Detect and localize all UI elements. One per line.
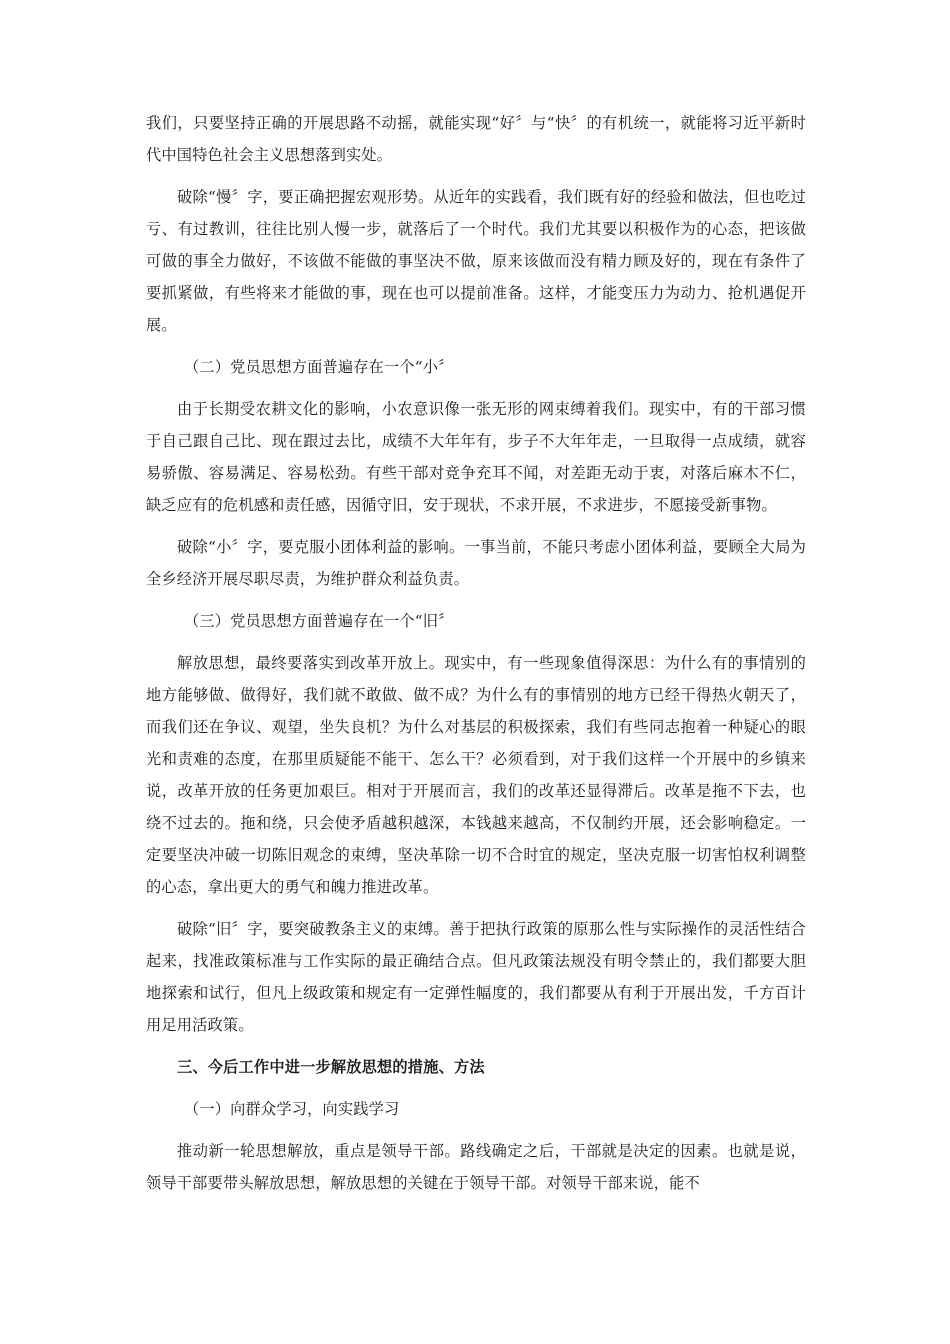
paragraph-break-old: 破除“旧〞字，要突破教条主义的束缚。善于把执行政策的原那么性与实际操作的灵活性结合起来，找准政策标准与工作实际的最正确结合点。但凡政策法规没有明令禁止的，我们都要大胆地探索和试行，但凡上级政策和规定有一定弹性幅度的，我们都要从有利于开展出发，千方百计用足用活政策。 [146, 920, 806, 1034]
paragraph-small-peasant: 由于长期受农耕文化的影响，小农意识像一张无形的网束缚着我们。现实中，有的干部习惯于自己跟自己比、现在跟过去比，成绩不大年年有，步子不大年年走，一旦取得一点成绩，就容易骄傲、容易满足、容易松劲。有些干部对竞争充耳不闻，对差距无动于衷，对落后麻木不仁，缺乏应有的危机感和责任感，因循守旧，安于现状，不求开展，不求进步，不愿接受新事物。 [146, 400, 806, 514]
document-page [146, 107, 806, 1199]
subheading-old: （三）党员思想方面普遍存在一个“旧〞 [184, 612, 454, 630]
paragraph-break-slow: 破除“慢〞字，要正确把握宏观形势。从近年的实践看，我们既有好的经验和做法，但也吃过亏、有过教训，往往比别人慢一步，就落后了一个时代。我们尤其要以积极作为的心态，把该做可做的事全力做好，不该做不能做的事坚决不做，原来该做而没有精力顾及好的，现在有条件了要抓紧做，有些将来才能做的事，现在也可以提前准备。这样，才能变压力为动力、抢机遇促开展。 [146, 188, 806, 334]
subheading-learn: （一）向群众学习，向实践学习 [184, 1100, 400, 1118]
paragraph-leaders: 推动新一轮思想解放，重点是领导干部。路线确定之后，干部就是决定的因素。也就是说，领导干部要带头解放思想，解放思想的关键在于领导干部。对领导干部来说，能不 [146, 1142, 806, 1192]
subheading-small: （二）党员思想方面普遍存在一个“小〞 [184, 358, 454, 376]
paragraph-reform: 解放思想，最终要落实到改革开放上。现实中，有一些现象值得深思：为什么有的事情别的地方能够做、做得好，我们就不敢做、做不成？为什么有的事情别的地方已经干得热火朝天了，而我们还在争议、观望，坐失良机？为什么对基层的积极探索，我们有些同志抱着一种疑心的眼光和责难的态度，在那里质疑能不能干、怎么干？必须看到，对于我们这样一个开展中的乡镇来说，改革开放的任务更加艰巨。相对于开展而言，我们的改革还显得滞后。改革是拖不下去，也绕不过去的。拖和绕，只会使矛盾越积越深，本钱越来越高，不仅制约开展，还会影响稳定。一定要坚决冲破一切陈旧观念的束缚，坚决革除一切不合时宜的规定，坚决克服一切害怕权利调整的心态，拿出更大的勇气和魄力推进改革。 [146, 654, 806, 896]
section-heading-three: 三、今后工作中进一步解放思想的措施、方法 [177, 1058, 485, 1076]
paragraph-break-small: 破除“小〞字，要克服小团体利益的影响。一事当前，不能只考虑小团体利益，要顾全大局为全乡经济开展尽职尽责，为维护群众利益负责。 [146, 538, 806, 588]
paragraph-continuation: 我们，只要坚持正确的开展思路不动摇，就能实现“好〞与“快〞的有机统一，就能将习近平新时代中国特色社会主义思想落到实处。 [146, 114, 806, 164]
